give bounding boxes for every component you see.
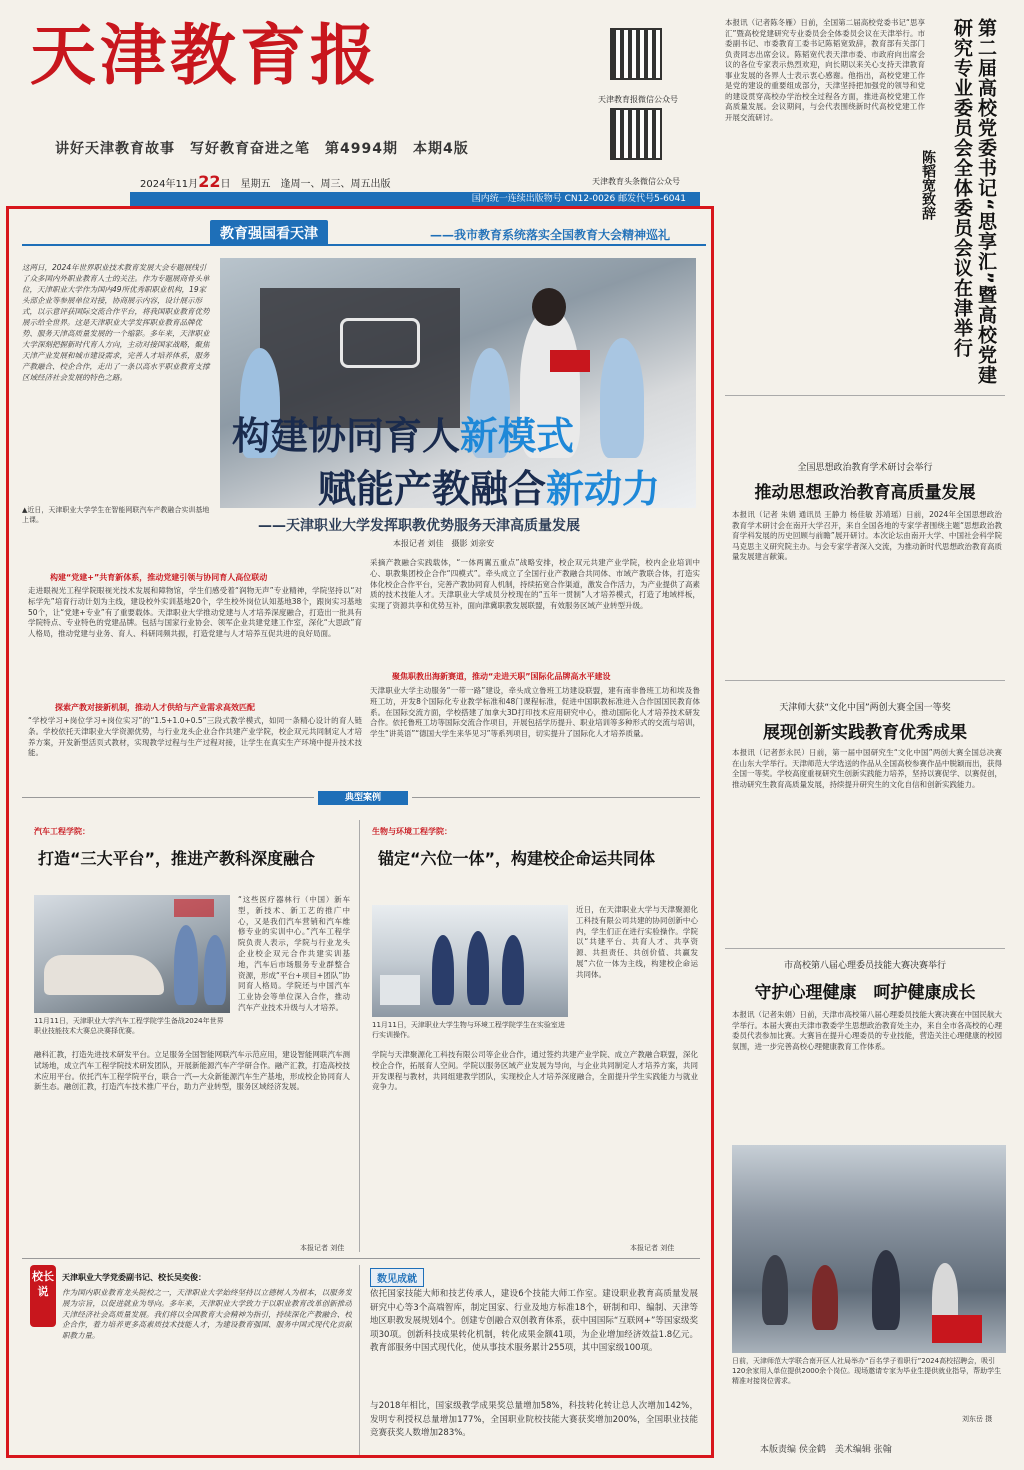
case1-photo	[34, 895, 230, 1013]
principal-says-tag: 校长说	[30, 1265, 56, 1327]
case2-author: 本报记者 刘佳	[630, 1244, 675, 1252]
section2-heading: 探索产教对接新机制，推动人才供给与产业需求高效匹配	[55, 703, 255, 712]
feature-banner-subtitle: ——我市教育系统落实全国教育大会精神巡礼	[430, 228, 671, 242]
typical-cases-tag: 典型案例	[318, 791, 408, 805]
article4-title: 守护心理健康 呵护健康成长	[754, 983, 976, 1003]
divider	[22, 1258, 700, 1259]
section1-heading: 构建“党建+”共育新体系，推动党建引领与协同育人高位联动	[50, 573, 268, 582]
divider	[725, 948, 1005, 949]
case1-school: 汽车工程学院：	[34, 827, 90, 836]
achievements-text2: 与2018年相比，国家级教学成果奖总量增加58%，科技转化转让总人次增加142%，发明专利授权总量增加177%，全国职业院校技能大赛获奖增加200%，全国职业技能竞赛获奖人数增加283%。	[370, 1401, 698, 1438]
lead-article-title: 第二届高校党委书记“思享汇”暨高校党建研究专业委员会全体委员会议在津举行	[951, 18, 997, 385]
qr2-label: 天津教育头条微信公众号	[592, 177, 680, 186]
publication-info-bar: 国内统一连续出版物号 CN12-0026 邮发代号5-6041	[130, 192, 700, 206]
lead-article-text: 本报讯（记者陈冬雁）日前，全国第二届高校党委书记“思享汇”暨高校党建研究专业委员会全体委员会议在天津举行。市委副书记、市委教育工委书记陈韬宽致辞，教育部有关部门负责同志出席会议。陈韬宽代表天津市委、市政府向出席会议的各位专家表示热烈欢迎，向长期以来关心支持天津教育事业发展的各界人士表示衷心感谢。他指出，高校党建工作是党的建设的重要组成部分，天津坚持把加强党的领导和党的建设贯穿高校办学治校全过程各方面，推进高校党建工作高质量发展。会议期间，与会代表围绕新时代高校党建工作开展交流研讨。	[725, 18, 925, 122]
qr1-label: 天津教育报微信公众号	[598, 95, 678, 104]
achievements-text1: 依托国家技能大师和技艺传承人，建设6个技能大师工作室。建设职业教育高质量发展研究中心等3个高端智库，制定国家、行业及地方标准18个，研制和印、编制、天津等地区职教发展规划4个。创建专创融合双创教育体系，获中国国际“互联网+”等国家级奖项30项。创新科技成果转化机制，转化成果金额41项，为企业增加经济效益1.8亿元。教育部服务中国式现代化，使从事技术服务累计255项，其中国家级100项。	[370, 1289, 698, 1353]
divider	[359, 1265, 360, 1455]
case1-caption: 11月11日，天津职业大学汽车工程学院学生备战2024年世界职业技能技术大赛总决赛择优赛。	[34, 1017, 224, 1035]
section4-text: 天津职业大学主动服务“一带一路”建设，牵头成立鲁班工坊建设联盟，建有南非鲁班工坊和埃及鲁班工坊，开发8个国际化专业教学标准和48门课程标准，促进中国职教标准进入合作国国民教育体系。在国际交流方面，学校搭建了加拿大3D打印技术应用研究中心，推动国际化人才培养技术研发合作。依托鲁班工坊等国际交流合作项目，开展包括学历提升、职业培训等多种形式的交流与培训，学生“讲英语”“德国大学生来华见习”等系列项目，切实提升了国际化人才培养质量。	[370, 686, 700, 739]
lead-photo-caption: ▲近日，天津职业大学学生在智能网联汽车产教融合实训基地上课。	[22, 506, 210, 524]
article4-text: 本报讯（记者朱娟）日前，天津市高校第八届心理委员技能大赛决赛在中国民航大学举行。本届大赛由天津市教委学生思想政治教育处主办，来自全市各高校的心理委员代表参加比赛。大赛旨在提升心理委员的专业技能，营造关注心理健康的校园氛围，进一步完善高校心理健康教育工作体系。	[732, 1010, 1002, 1051]
masthead-title: 天津教育报	[30, 16, 380, 94]
case1-title: 打造“三大平台”，推进产教科深度融合	[38, 849, 316, 868]
feature-banner-label: 教育强国看天津	[210, 220, 328, 246]
case2-text-side: 近日，在天津职业大学与天津聚源化工科技有限公司共建的协同创新中心内，学生们正在进行实验操作。学院以“共建平台、共育人才、共享资源、共担责任、共创价值、共赢发展”六位一体为主线，构建校企命运共同体。	[576, 905, 698, 979]
divider	[725, 395, 1005, 396]
case2-caption: 11月11日，天津职业大学生物与环境工程学院学生在实验室进行实训操作。	[372, 1021, 565, 1039]
lead-article-subtitle: 陈韬宽致辞	[920, 150, 936, 220]
article3-title: 展现创新实践教育优秀成果	[763, 723, 967, 743]
section3-text: 采摘产教融合实践载体，“一体两翼五重点”战略安排，校企双元共建产业学院，校内企业培训中心、职教集团校企合作“四模式”。牵头成立了全国行业产教融合共同体、市域产教联合体，打造实体化校企合作平台，完善产教协同育人机制，持续拓宽合作渠道，激发合作活力，为产业提供了高素质的技术技能人才。天津职业大学成员分校现在的“五年一贯制”人才培养模式，打造了地域样板，实现了资源共享和优势互补，面向津冀职教发展联盟，有效服务区域产业转型升级。	[370, 558, 700, 611]
masthead-slogan: 讲好天津教育故事 写好教育奋进之笔 第4994期 本期4版	[55, 141, 469, 157]
case1-text-body: 融科汇教，打造先进技术研发平台。立足服务全国智能网联汽车示范应用，建设智能网联汽车测试场地，成立汽车工程学院技术研发团队，开展新能源汽车产学研合作。融产汇教，打造高校技术应用平台。依托汽车工程学院平台，联合一汽—大众新能源汽车生产基地，形成校企协同育人新生态。融创汇教，打造汽车技术推广平台，助力产业转型，服务区域经济发展。	[34, 1050, 350, 1092]
article2-kicker: 全国思想政治教育学术研讨会举行	[797, 463, 933, 473]
case2-text-body: 学院与天津聚源化工科技有限公司等企业合作，通过签约共建产业学院、成立产教融合联盟，深化校企合作，拓展育人空间。学院以服务区域产业发展为导向，与企业共同制定人才培养方案，共同开发课程与教材，共同组建教学团队，实现校企人才培养深度融合，全面提升学生实践能力与就业竞争力。	[372, 1050, 698, 1092]
lead-byline: 本报记者 刘佳 摄影 刘亲安	[393, 539, 495, 548]
headline-line2: 赋能产教融合新动力	[318, 467, 661, 511]
article4-kicker: 市高校第八届心理委员技能大赛决赛举行	[783, 961, 946, 971]
section1-text: 走进眼视光工程学院眼视光技术发展和障物馆，学生们感受着“润物无声”专业精神，学院坚持以“对标学先”培育行动计划为主线，建设校外实训基地20个，学生校外岗位认知基地38个，跟岗实习基地50个，让“党建+专业”有了重要载体。天津职业大学推动党建与人才培养深度融合，打造出一批具有学院特点、专业特色的党建品牌。包括与国家行业协会、领军企业共建党建工作室，深化“大思政”育人格局，推动党建与业务、育人、科研同频共振，打造党建与人才培养互促共进的良好局面。	[28, 586, 362, 639]
case2-title: 锚定“六位一体”，构建校企命运共同体	[378, 849, 656, 868]
lead-intro: 这两日，2024年世界职业技术教育发展大会专题展线引了众多国内外职业教育人士的关注。作为专题展商骨头单位，天津职业大学作为国内49所优秀职职业机构，19家头部企业等参展单位对接，协商展示内容，设计展示形式，以示意评获国际交流合作平台，将我国职业教育优势展示给全世界。这是天津职业大学发挥职业教育品牌优势、服务天津高质量发展的一个缩影。多年来，天津职业大学深刻把握新时代育人方向，主动对接国家战略，聚焦天津产业发展和城市建设需求，完善人才培养体系，服务产教融合、校企合作，走出了一条以高水平职业教育支撑区域经济社会发展的特色之路。	[22, 263, 210, 382]
section2-text: “学校学习+岗位学习+岗位实习”的“1.5+1.0+0.5”三段式教学模式，如同一条精心设计的育人链条。学校依托天津职业大学资源优势，与行业龙头企业合作共建产业学院，校企双元共同制定人才培养方案，开发新型活页式教材，实现教学过程与生产过程对接，让学生在真实生产环境中提升技术技能。	[28, 716, 362, 758]
qr-code-icon	[610, 28, 662, 80]
job-fair-photo	[732, 1145, 1006, 1353]
article3-text: 本报讯（记者彭永民）日前，第一届中国研究生“文化中国”两创大赛全国总决赛在山东大学举行。天津师范大学选送的作品从全国高校参赛作品中脱颖而出，获得全国一等奖。学校高度重视研究生创新实践能力培养，坚持以赛促学、以赛促创，推动研究生教育高质量发展，持续提升研究生的文化自信和创新实践能力。	[732, 748, 1002, 789]
case2-school: 生物与环境工程学院：	[372, 827, 452, 836]
dateline: 2024年11月22日 星期五 逢周一、周三、周五出版	[140, 172, 391, 191]
divider	[725, 680, 1005, 681]
case1-text-side: “这些医疗器林行（中国）新车型，新技术、新工艺的推广中心，又是我们汽车营销和汽车维修专业的实训中心。”汽车工程学院负责人表示，学院与行业龙头企业校企双元合作共建实训基地，汽车后市场服务专业群整合资源，形成“平台+项目+团队”协同育人格局。学院还与中国汽车工业协会等单位深入合作，推动汽车产业技术升级与人才培养。	[238, 895, 350, 1012]
principal-quote: 作为国内职业教育龙头院校之一，天津职业大学始终坚持以立德树人为根本，以服务发展为宗旨，以促进就业为导向。多年来，天津职业大学致力于以职业教育改革创新推动天津经济社会高质量发展。我们将以全国教育大会精神为指引，持续深化产教融合、校企合作，着力培养更多高素质技术技能人才，为建设教育强国、服务中国式现代化贡献职教力量。	[62, 1288, 352, 1341]
photo-credit: 刘东岳 摄	[962, 1415, 993, 1423]
qr-code-icon	[610, 108, 662, 160]
principal-name: 天津职业大学党委副书记、校长吴奕俊：	[62, 1273, 206, 1282]
case2-photo	[372, 905, 568, 1017]
divider	[412, 797, 700, 798]
divider	[359, 820, 360, 1252]
headline-subtitle: ——天津职业大学发挥职教优势服务天津高质量发展	[258, 518, 580, 534]
case1-author: 本报记者 刘佳	[300, 1244, 345, 1252]
divider	[22, 797, 314, 798]
achievements-tag: 数见成就	[370, 1268, 424, 1287]
job-fair-caption: 日前，天津师范大学联合南开区人社局举办“百名学子看职行”2024高校招聘会，吸引120余家用人单位提供2000余个岗位。现场邀请专家为毕业生提供就业指导，帮助学生精准对接岗位需求。	[732, 1357, 1002, 1385]
article3-kicker: 天津师大获“文化中国”两创大赛全国一等奖	[779, 703, 951, 713]
section4-heading: 聚焦职教出海新赛道，推动“走进天职”国际化品牌高水平建设	[392, 672, 611, 681]
headline-line1: 构建协同育人新模式	[232, 414, 575, 458]
article2-title: 推动思想政治教育高质量发展	[754, 483, 976, 503]
page-editors: 本版责编 侯金鹤 美术编辑 张翰	[760, 1445, 892, 1455]
article2-text: 本报讯（记者 朱娟 通讯员 王静力 杨佳敏 苏靖瑶）日前，2024年全国思想政治教育学术研讨会在南开大学召开，来自全国各地的专家学者围绕主题“思想政治教育学科发展的历史回顾与前瞻”展开研讨。本次论坛由南开大学、中国社会科学院马克思主义研究院主办。与会专家学者深入交流，为推动新时代思想政治教育高质量发展建言献策。	[732, 510, 1002, 561]
